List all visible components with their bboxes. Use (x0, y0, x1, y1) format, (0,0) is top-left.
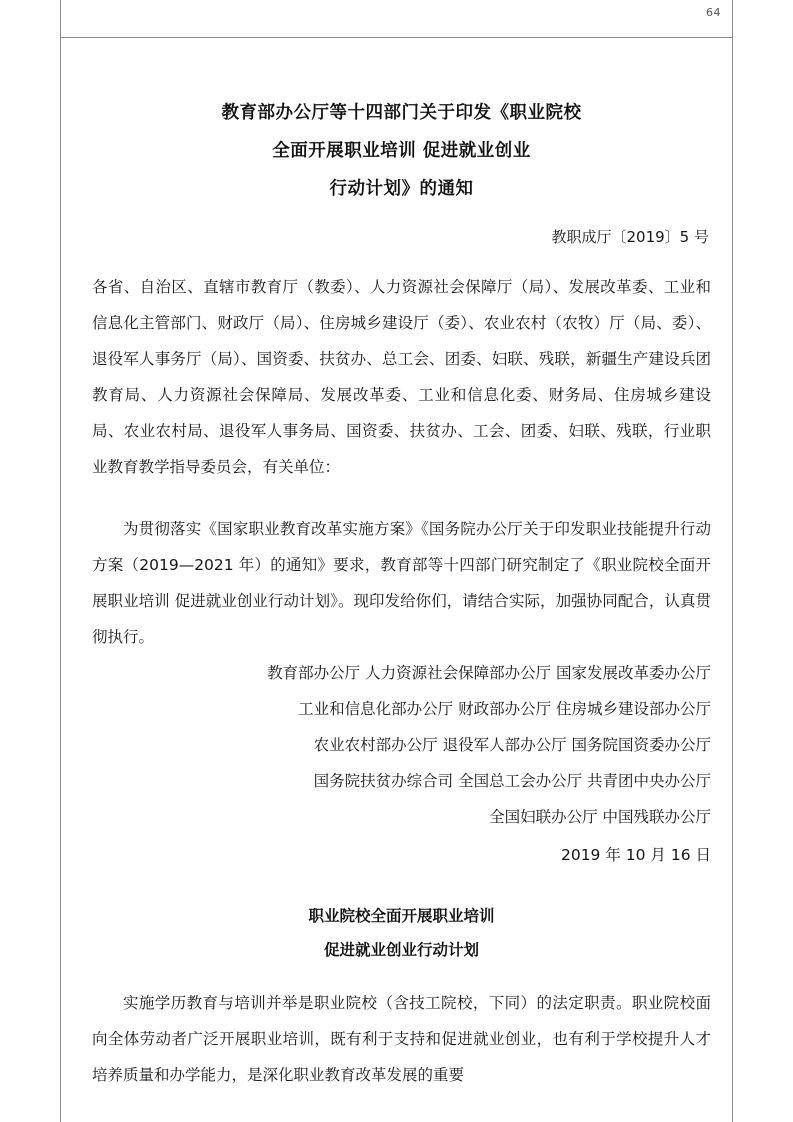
sign-date: 2019 年 10 月 16 日 (560, 846, 711, 864)
section-title (92, 899, 711, 967)
title-line-1: 教育部办公厅等十四部门关于印发《职业院校 (221, 103, 582, 123)
page-title (92, 94, 711, 208)
title-line-2: 全面开展职业培训 促进就业创业 (272, 141, 531, 161)
main-paragraph: 为贯彻落实《国家职业教育改革实施方案》《国务院办公厅关于印发职业技能提升行动方案（2019—2021 年）的通知》要求，教育部等十四部门研究制定了《职业院校全面开展职业培训 促进就业创业行动计划》。现印发给你们，请结合实际，加强协同配合，认真贯彻执行。 (92, 520, 711, 646)
header-divider (60, 37, 733, 38)
signer-line-3: 农业农村部办公厅 退役军人部办公厅 国务院国资委办公厅 (313, 736, 711, 754)
page-number: 64 (706, 6, 721, 19)
signer-line-2: 工业和信息化部办公厅 财政部办公厅 住房城乡建设部办公厅 (298, 700, 711, 718)
signer-line-1: 教育部办公厅 人力资源社会保障部办公厅 国家发展改革委办公厅 (267, 664, 711, 682)
section-title-line-2: 促进就业创业行动计划 (323, 941, 479, 959)
document-number: 教职成厅〔2019〕5 号 (551, 228, 709, 246)
recipients-paragraph: 各省、自治区、直辖市教育厅（教委）、人力资源社会保障厅（局）、发展改革委、工业和信息化主管部门、财政厅（局）、住房城乡建设厅（委）、农业农村（农牧）厅（局、委）、退役军人事务厅（局）、国资委、扶贫办、总工会、团委、妇联、残联，新疆生产建设兵团教育局、人力资源社会保障局、发展改革委、工业和信息化委、财务局、住房城乡建设局、农业农村局、退役军人事务局、国资委、扶贫办、工会、团委、妇联、残联，行业职业教育教学指导委员会，有关单位： (92, 278, 711, 476)
right-margin-rule (732, 0, 733, 1122)
signer-line-5: 全国妇联办公厅 中国残联办公厅 (489, 808, 711, 826)
signers-list (92, 655, 711, 835)
signer-line-4: 国务院扶贫办综合司 全国总工会办公厅 共青团中央办公厅 (313, 772, 711, 790)
section-title-line-1: 职业院校全面开展职业培训 (308, 907, 495, 925)
page-header (60, 0, 733, 38)
left-margin-rule (60, 0, 61, 1122)
title-line-3: 行动计划》的通知 (329, 179, 474, 199)
tail-paragraph: 实施学历教育与培训并举是职业院校（含技工院校，下同）的法定职责。职业院校面向全体劳动者广泛开展职业培训，既有利于支持和促进就业创业，也有利于学校提升人才培养质量和办学能力，是深化职业教育改革发展的重要 (92, 994, 711, 1084)
document-content (92, 72, 711, 1122)
